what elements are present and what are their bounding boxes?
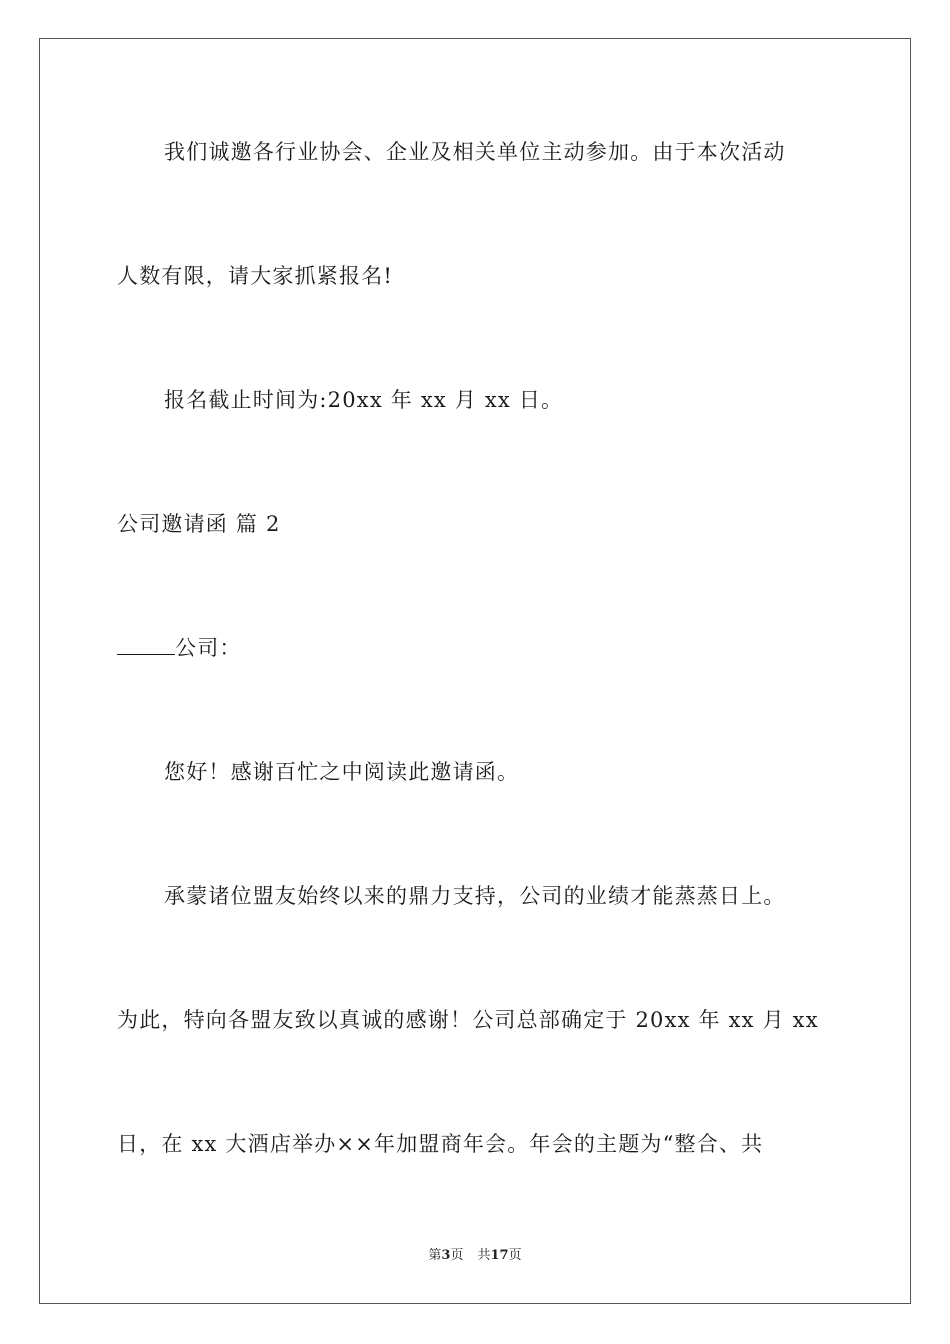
- footer-total-prefix: 共: [477, 1248, 491, 1263]
- greeting: 您好！感谢百忙之中阅读此邀请函。: [164, 760, 520, 784]
- footer-current-page: 3: [441, 1248, 451, 1263]
- page-border: [39, 38, 911, 1304]
- blank-fill-line: [117, 634, 175, 655]
- paragraph-3-line-2: 为此，特向各盟友致以真诚的感谢！公司总部确定于 20xx 年 xx 月 xx: [117, 1008, 819, 1032]
- footer-page-unit: 页: [450, 1248, 464, 1263]
- salutation: [117, 634, 242, 662]
- section-title: 公司邀请函 篇 2: [117, 512, 281, 536]
- footer-prefix: 第: [428, 1248, 442, 1263]
- page-footer: [0, 1247, 950, 1265]
- paragraph-3-line-3: 日，在 xx 大酒店举办××年加盟商年会。年会的主题为“整合、共: [117, 1132, 764, 1156]
- paragraph-1-line-1: 我们诚邀各行业协会、企业及相关单位主动参加。由于本次活动: [164, 140, 786, 164]
- paragraph-2: 报名截止时间为:20xx 年 xx 月 xx 日。: [164, 388, 564, 412]
- footer-total-unit: 页: [508, 1248, 522, 1263]
- paragraph-1-line-2: 人数有限，请大家抓紧报名!: [117, 264, 394, 288]
- paragraph-3-line-1: 承蒙诸位盟友始终以来的鼎力支持，公司的业绩才能蒸蒸日上。: [164, 884, 786, 908]
- footer-total-pages: 17: [490, 1248, 509, 1263]
- salutation-text: 公司：: [175, 636, 242, 660]
